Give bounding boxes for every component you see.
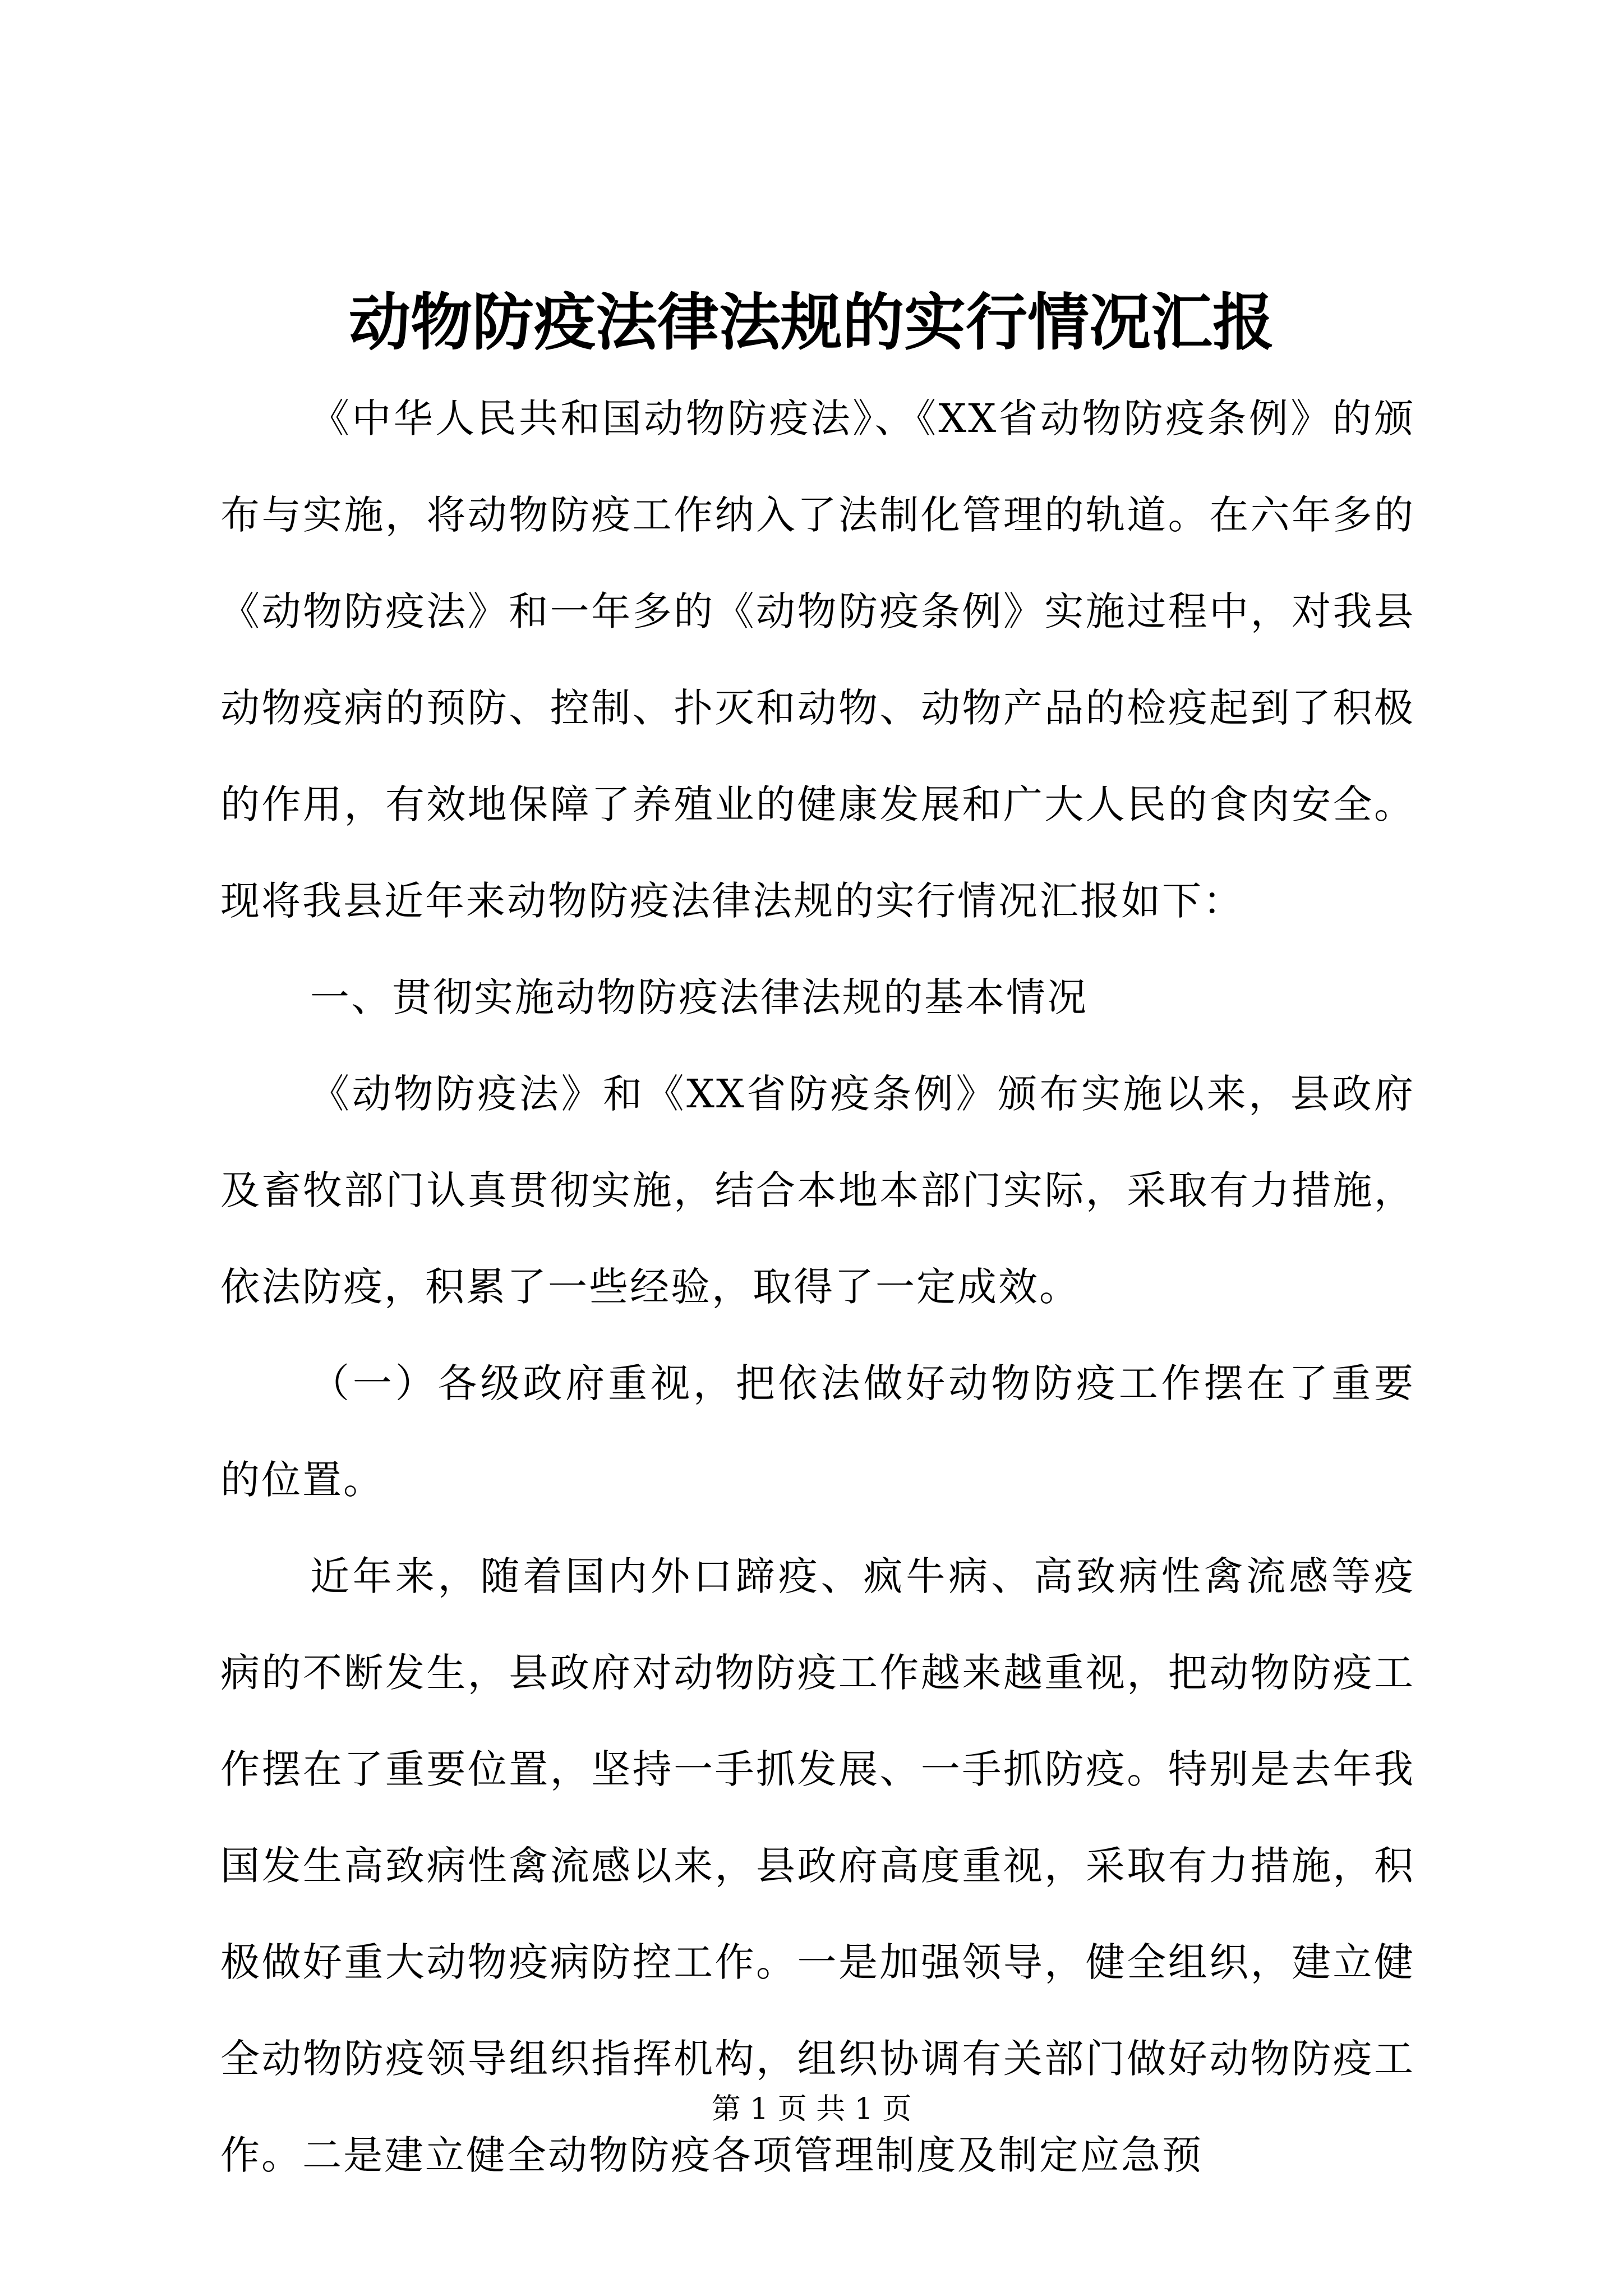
section-heading-1: 一、贯彻实施动物防疫法律法规的基本情况 [310, 974, 1088, 1020]
paragraph-intro: 《中华人民共和国动物防疫法》、《XX省动物防疫条例》的颁布与实施，将动物防疫工作纳入了法制化管理的轨道。在六年多的《动物防疫法》和一年多的《动物防疫条例》实施过程中，对我县动物疫病的预防、控制、扑灭和动物、动物产品的检疫起到了积极的作用，有效地保障了养殖业的健康发展和广大人民的食肉安全。现将我县近年来动物防疫法律法规的实行情况汇报如下： [220, 395, 1415, 924]
page-number-footer: 第 1 页 共 1 页 [711, 2092, 912, 2126]
document-title: 动物防疫法律法规的实行情况汇报 [349, 286, 1274, 358]
document-body [220, 370, 1415, 2203]
paragraph-subsection-1: 近年来，随着国内外口蹄疫、疯牛病、高致病性禽流感等疫病的不断发生，县政府对动物防疫工作越来越重视，把动物防疫工作摆在了重要位置，坚持一手抓发展、一手抓防疫。特别是去年我国发生高致病性禽流感以来，县政府高度重视，采取有力措施，积极做好重大动物疫病防控工作。一是加强领导，健全组织，建立健全动物防疫领导组织指挥机构，组织协调有关部门做好动物防疫工作。二是建立健全动物防疫各项管理制度及制定应急预 [220, 1553, 1415, 2178]
subsection-heading-1: （一）各级政府重视，把依法做好动物防疫工作摆在了重要的位置。 [220, 1360, 1415, 1503]
paragraph-section-1: 《动物防疫法》和《XX省防疫条例》颁布实施以来，县政府及畜牧部门认真贯彻实施，结合本地本部门实际，采取有力措施，依法防疫，积累了一些经验，取得了一定成效。 [220, 1071, 1415, 1310]
